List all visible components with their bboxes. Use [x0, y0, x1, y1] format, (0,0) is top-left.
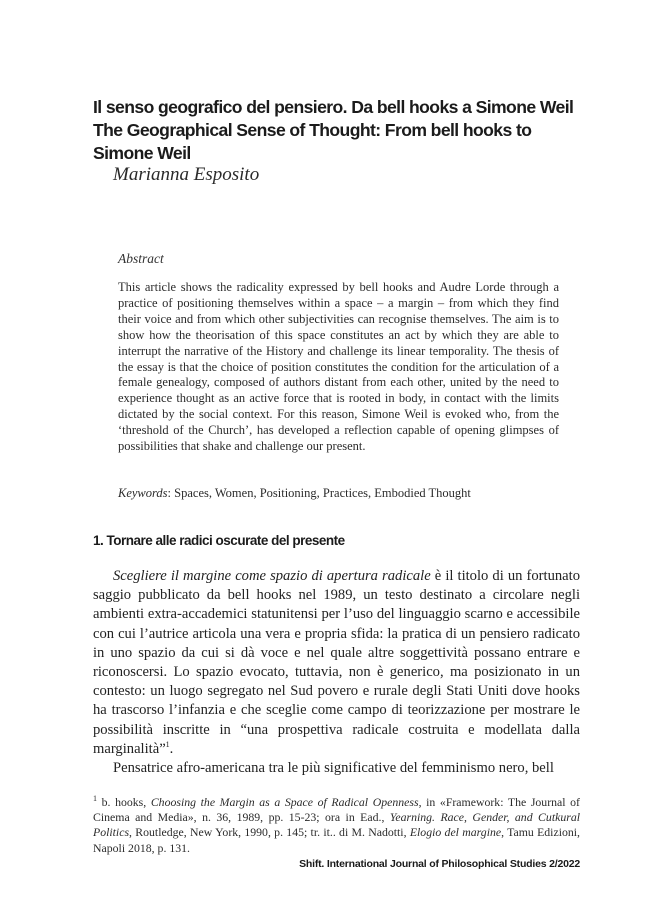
keywords-label: Keywords: [118, 486, 168, 500]
title-english-line-2: Simone Weil: [93, 143, 191, 163]
footnote-1: $^1$ b. hooks, Choosing the Margin as a Space of Radical Openness, in «Framework: The Journal of Cinema and Media», n. 36, 1989, pp. 15-23; ora in Ead., Yearning. Race, Gender, and Cutkural Politics, Routledge, New York, 1990, p. 145; tr. it.. di M. Nadotti, Elogio del margine, Tamu Edizioni, Napoli 2018, p. 131.: [93, 794, 581, 855]
paragraph-2: Pensatrice afro-americana tra le più significative del femminismo nero, bell: [113, 760, 554, 777]
keywords: [118, 485, 559, 501]
section-heading: 1. Tornare alle radici oscurate del presente: [93, 533, 345, 548]
abstract-text: This article shows the radicality expressed by bell hooks and Audre Lorde through a practice of positioning themselves within a space – a margin – from which they find their voice and from which other subjectivities can recognise themselves. The aim is to show how the theorisation of this space constitutes an act by which they are able to interrupt the narrative of the History and challenge its linear temporality. The thesis of the essay is that the choice of position constitutes the condition for the articulation of a female genealogy, composed of authors distant from each other, united by the need to experience thought as an active force that is rooted in body, in contact with the limits dictated by the social context. For this reason, Simone Weil is evoked who, from the ‘threshold of the Church’, has developed a reflection capable of opening glimpses of possibilities that shake and challenge our present.: [118, 280, 559, 454]
footnote-ref[interactable]: 1: [165, 739, 170, 749]
article-title: [93, 96, 593, 165]
body-text: [93, 567, 580, 778]
footnote-number: 1: [93, 794, 97, 804]
abstract-label: Abstract: [118, 251, 164, 266]
cited-title: Scegliere il margine come spazio di apertura radicale: [113, 568, 431, 584]
paragraph-1: Scegliere il margine come spazio di apertura radicale è il titolo di un fortunato saggio pubblicato da bell hooks nel 1989, un testo destinato a circolare negli ambienti extra-accademici statunitensi per l’uso del linguaggio scarno e accessibile con cui l’autrice articola una vera e propria sfida: la pratica di un pensiero radicato in uno spazio da cui si dà voce e nel quale altre soggettività possano entrare e riconoscersi. Lo spazio evocato, tuttavia, non è generico, ma posizionato in un contesto: un luogo segregato nel Sud povero e rurale degli Stati Uniti dove hooks ha trascorso l’infanzia e che sceglie come campo di teorizzazione per mostrare le possibilità inscritte in “una prospettiva radicale costruita e modellata dalla marginalità”$^1$.: [93, 568, 581, 757]
title-italian: Il senso geografico del pensiero. Da bell hooks a Simone Weil: [93, 97, 574, 117]
journal-footer: Shift. International Journal of Philosophical Studies 2/2022: [299, 858, 580, 870]
author-name: Marianna Esposito: [113, 164, 260, 185]
keywords-list: : Spaces, Women, Positioning, Practices, Embodied Thought: [167, 486, 471, 500]
title-english-line-1: The Geographical Sense of Thought: From bell hooks to: [93, 120, 532, 140]
